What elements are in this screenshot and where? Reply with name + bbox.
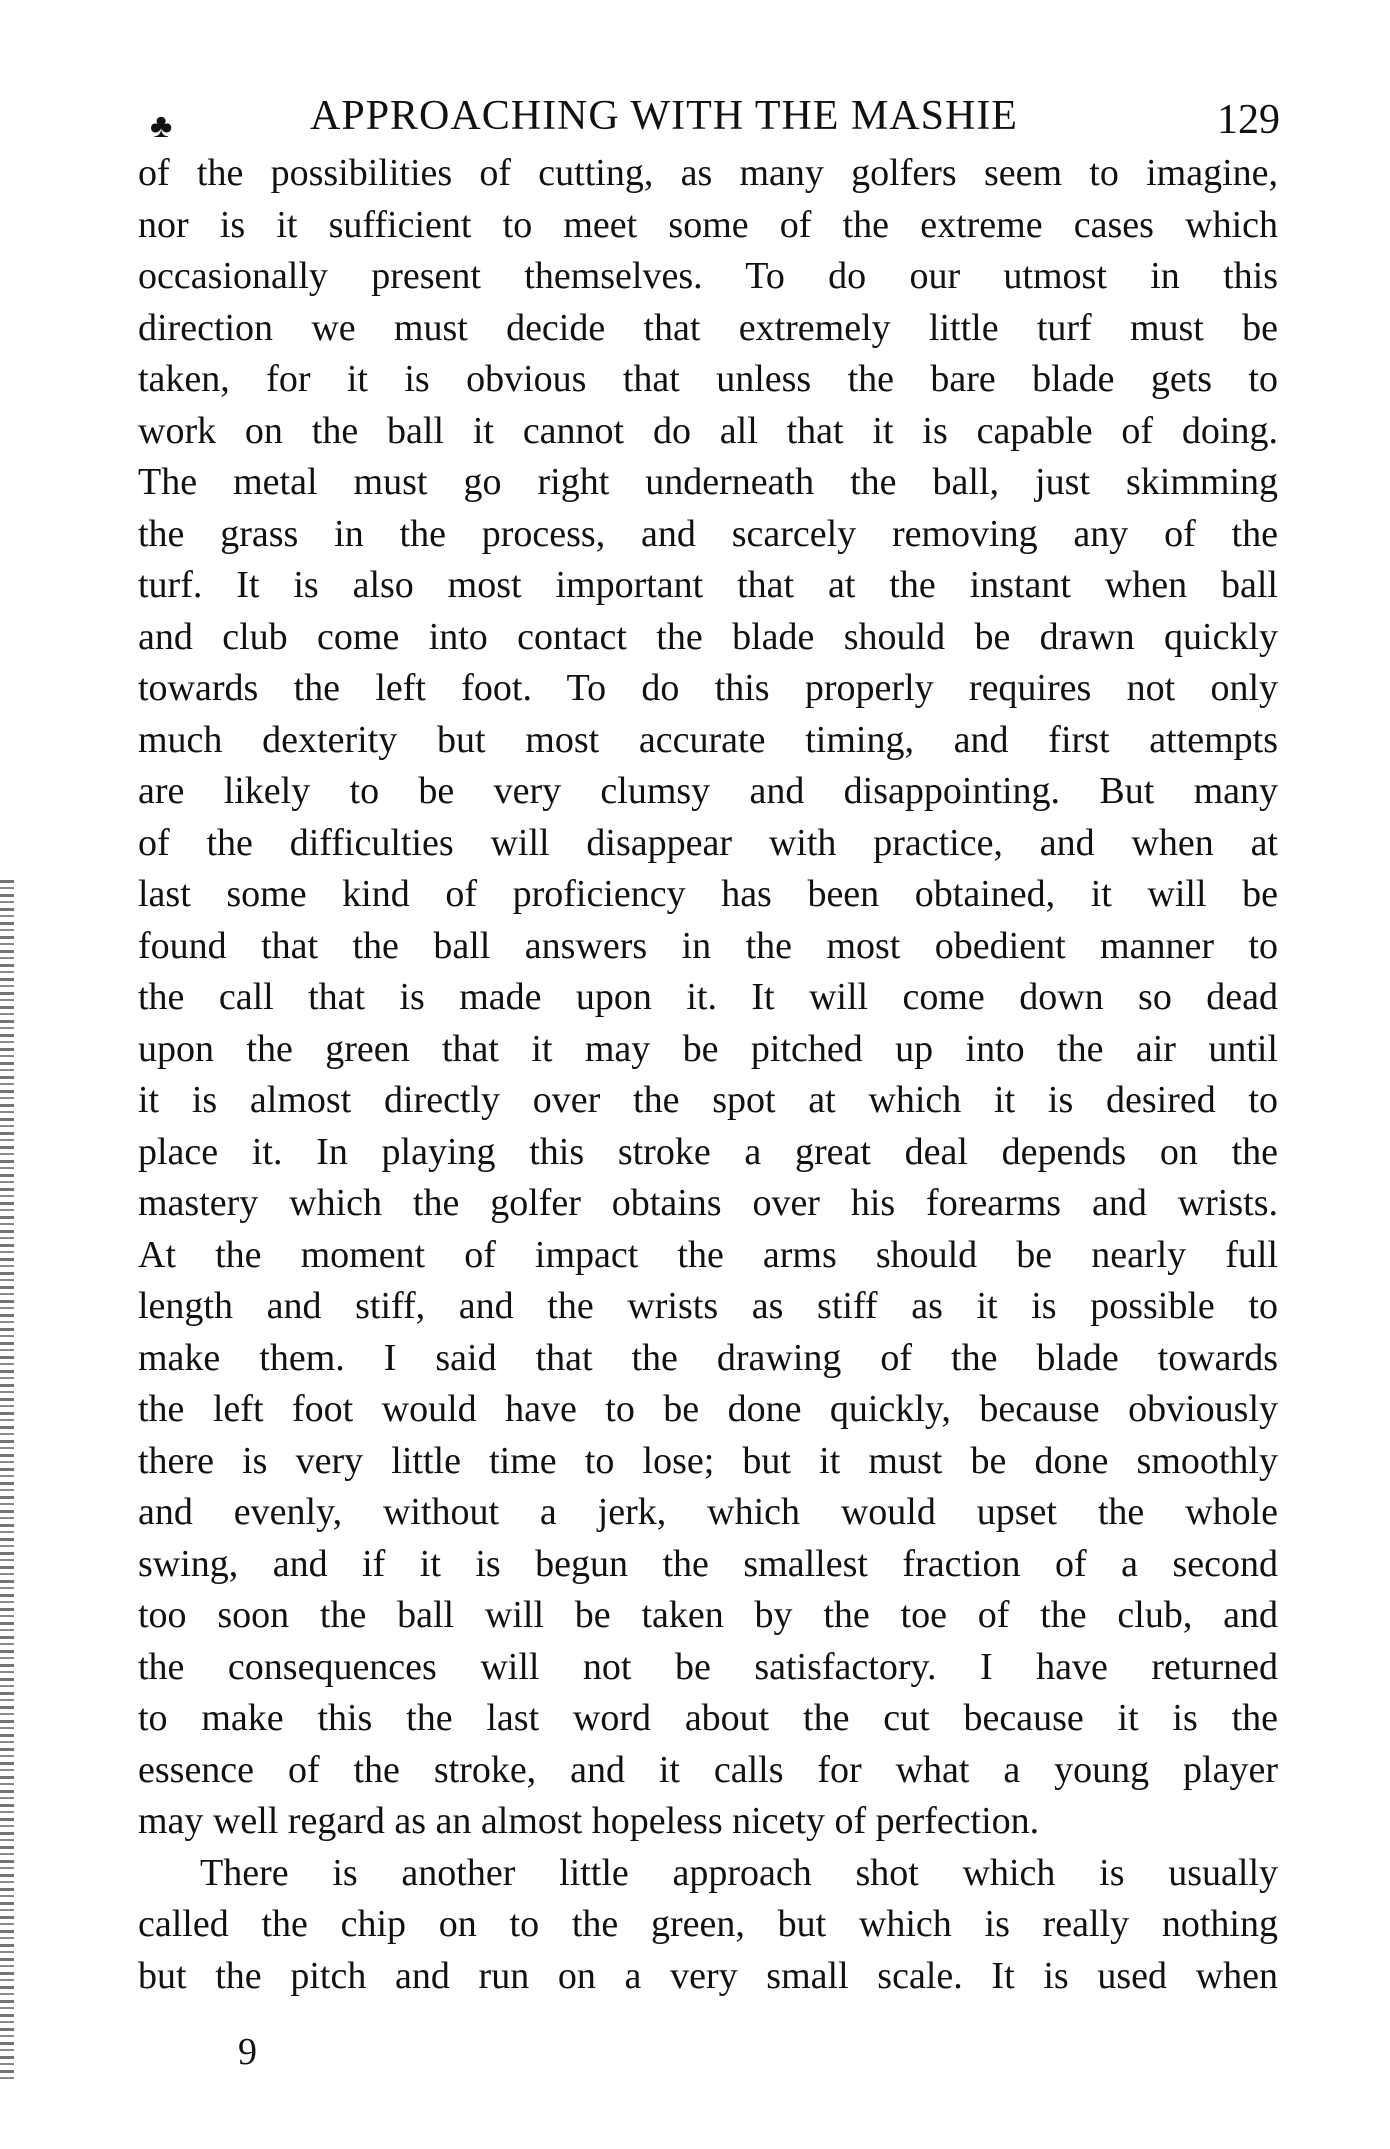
text-line: called the chip on to the green, but which is really nothing [138,1903,1278,1945]
text-line: and evenly, without a jerk, which would upset the whole [138,1491,1278,1533]
text-line: much dexterity but most accurate timing, and first attempts [138,718,1278,761]
text-line: direction we must decide that extremely little turf must be [138,306,1278,349]
text-line: are likely to be very clumsy and disappointing. But many [138,770,1278,812]
text-line: essence of the stroke, and it calls for what a young player [138,1748,1278,1791]
text-line: place it. In playing this stroke a great deal depends on the [138,1130,1278,1173]
text-line: found that the ball answers in the most obedient manner to [138,924,1278,967]
signature-mark: 9 [238,2031,257,2073]
text-line: mastery which the golfer obtains over his forearms and wrists. [138,1182,1278,1224]
text-line: occasionally present themselves. To do our utmost in this [138,255,1278,297]
text-line: At the moment of impact the arms should be nearly full [138,1233,1278,1276]
text-line: it is almost directly over the spot at which it is desired to [138,1079,1278,1121]
text-line: upon the green that it may be pitched up into the air until [138,1027,1278,1070]
text-line: last some kind of proficiency has been obtained, it will be [138,873,1278,915]
text-line: nor is it sufficient to meet some of the extreme cases which [138,203,1278,246]
text-line: the left foot would have to be done quickly, because obviously [138,1388,1278,1430]
text-line: of the possibilities of cutting, as many golfers seem to imagine, [138,152,1278,194]
text-line: swing, and if it is begun the smallest fraction of a second [138,1542,1278,1585]
text-line: taken, for it is obvious that unless the bare blade gets to [138,358,1278,400]
text-line: to make this the last word about the cut because it is the [138,1697,1278,1739]
text-line: there is very little time to lose; but it must be done smoothly [138,1439,1278,1482]
running-head: APPROACHING WITH THE MASHIE [310,93,1018,139]
text-line: the grass in the process, and scarcely removing any of the [138,512,1278,555]
text-line: turf. It is also most important that at the instant when ball [138,564,1278,606]
text-line: may well regard as an almost hopeless nicety of perfection. [138,1800,1040,1842]
paragraph-start-line: There is another little approach shot which is usually [200,1851,1278,1894]
text-line: but the pitch and run on a very small scale. It is used when [138,1954,1278,1997]
page-header [140,88,1280,148]
text-line: the consequences will not be satisfactory. I have returned [138,1645,1278,1688]
text-line: length and stiff, and the wrists as stiff as it is possible to [138,1285,1278,1327]
text-line: work on the ball it cannot do all that it is capable of doing. [138,409,1278,452]
text-line: The metal must go right underneath the ball, just skimming [138,461,1278,503]
body-text [138,148,1278,2002]
page-number: 129 [1217,97,1280,143]
club-ornament-icon: ♣ [150,108,173,145]
text-line: and club come into contact the blade should be drawn quickly [138,615,1278,658]
binding-edge [0,880,14,2080]
text-line: the call that is made upon it. It will come down so dead [138,976,1278,1018]
text-line: make them. I said that the drawing of the blade towards [138,1336,1278,1379]
text-line: of the difficulties will disappear with practice, and when at [138,821,1278,864]
text-line: too soon the ball will be taken by the toe of the club, and [138,1594,1278,1636]
text-line: towards the left foot. To do this properly requires not only [138,667,1278,709]
